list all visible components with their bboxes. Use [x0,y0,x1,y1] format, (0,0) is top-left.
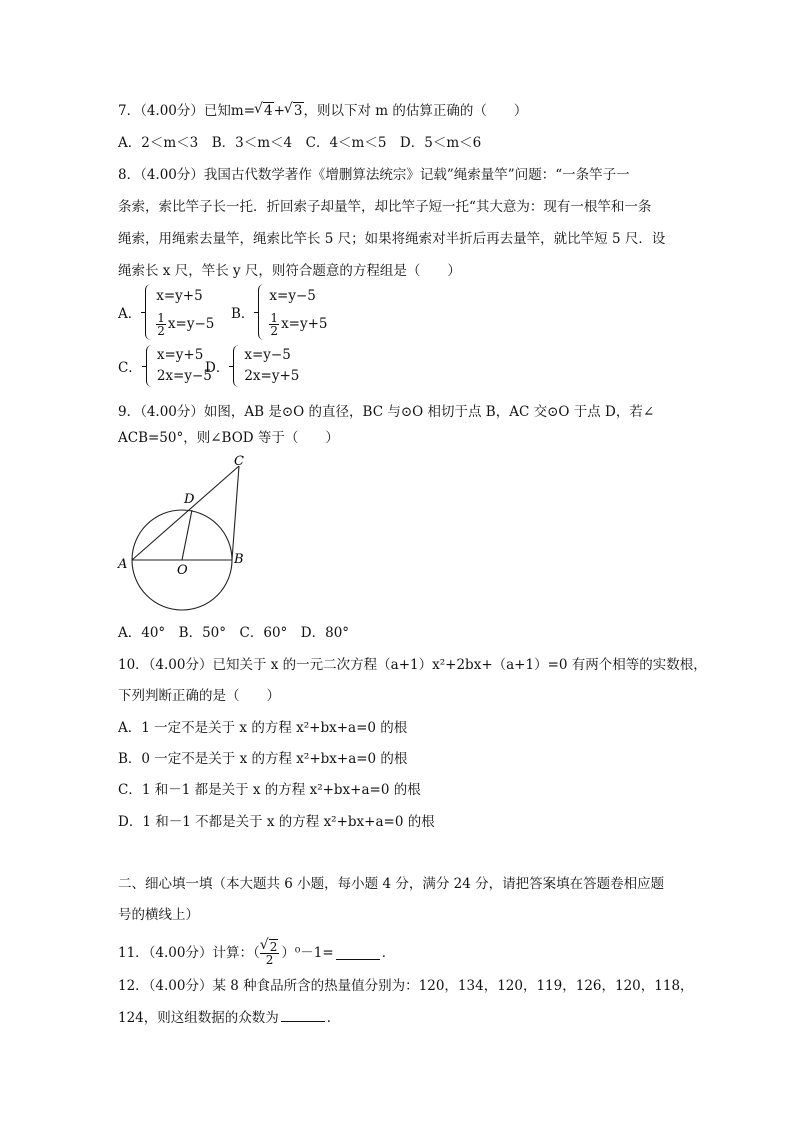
section2-line-1: 二、细心填一填（本大题共 6 小题，每小题 4 分，满分 24 分，请把答案填在答题卷相应题 [118,876,665,892]
label-d: D [184,492,195,507]
brace [146,345,154,387]
q8-option-b: B． x=y−5 $\frac{1}{2}$ x=y+5 [231,284,328,340]
sqrt-4: √ 4 [255,101,274,121]
q10-option-c: C．1 和－1 都是关于 x 的方程 x²+bx+a=0 的根 [118,782,421,798]
q8-line-2: 条索，索比竿子长一托．折回索子却量竿，却比竿子短一托“其大意为：现有一根竿和一条 [118,199,652,215]
q10-option-b: B．0 一定不是关于 x 的方程 x²+bx+a=0 的根 [118,751,408,767]
q7-stem-pre: 7．（4.00分）已知m= [118,103,256,119]
q8-line-3: 绳索，用绳索去量竿，绳索比竿长 5 尺；如果将绳索对半折后再去量竿，就比竿短 5 尺．设 [118,231,666,247]
q7-stem: 7．（4.00分）已知m=√ 4+√ 3，则以下对 m 的估算正确的（ ） [118,101,527,121]
brace [233,345,241,387]
answer-blank[interactable] [281,1009,325,1022]
line-ac [132,466,239,560]
segment-od [182,510,192,560]
answer-blank[interactable] [336,947,380,960]
label-b: B [234,552,244,567]
fraction-half: $\frac{1}{2}$ [157,311,165,338]
q10-option-d: D．1 和－1 不都是关于 x 的方程 x²+bx+a=0 的根 [118,814,435,830]
q12-line-1: 12．（4.00分）某 8 种食品所含的热量值分别为：120，134，120，119，126，120，118， [118,978,694,994]
section2-line-2: 号的横线上） [118,907,199,923]
fraction-half: $\frac{1}{2}$ [270,311,279,338]
brace [145,284,153,340]
label-o: O [177,563,188,578]
brace [258,284,266,340]
label-c: C [234,454,244,469]
fraction-sqrt2-over-2: √ $\frac{2}{2}$ [260,941,280,966]
q9-options: A．40° B．50° C．60° D．80° [118,625,350,641]
q11: 11．（4.00分）计算：（ √ $\frac{2}{2}$ ）⁰－1= ． [118,938,395,968]
q10-line-1: 10．（4.00分）已知关于 x 的一元二次方程（a+1）x²+2bx+（a+1）=0 有两个相等的实数根， [118,657,707,673]
q10-option-a: A．1 一定不是关于 x 的方程 x²+bx+a=0 的根 [118,720,408,736]
q8-line-1: 8．（4.00分）我国古代数学著作《增删算法统宗》记载”绳索量竿”问题：“一条竿子一 [118,167,630,183]
q12-line-2: 124，则这组数据的众数为 ． [118,1010,341,1026]
q8-option-c: C． x=y+5 2x=y−5 [118,345,212,387]
q8-option-d: D． x=y−5 2x=y+5 [205,345,299,387]
q7-stem-post: ，则以下对 m 的估算正确的（ ） [303,103,528,119]
q10-line-2: 下列判断正确的是（ ） [118,688,280,704]
q8-option-a: A． x=y+5 $\frac{1}{2}$ x=y−5 [118,284,214,340]
q8-line-4: 绳索长 x 尺，竿长 y 尺，则符合题意的方程组是（ ） [118,263,461,279]
label-a: A [118,557,128,572]
tangent-bc [232,466,239,560]
q9-line-2: ACB=50°，则∠BOD 等于（ ） [118,430,339,446]
q9-line-1: 9．（4.00分）如图，AB 是⊙O 的直径，BC 与⊙O 相切于点 B，AC 交⊙O 于点 D，若∠ [118,404,655,420]
circle-diagram [110,450,260,612]
sqrt-3: √ 3 [285,101,304,121]
q7-options: A．2＜m＜3 B．3＜m＜4 C．4＜m＜5 D．5＜m＜6 [118,135,482,151]
